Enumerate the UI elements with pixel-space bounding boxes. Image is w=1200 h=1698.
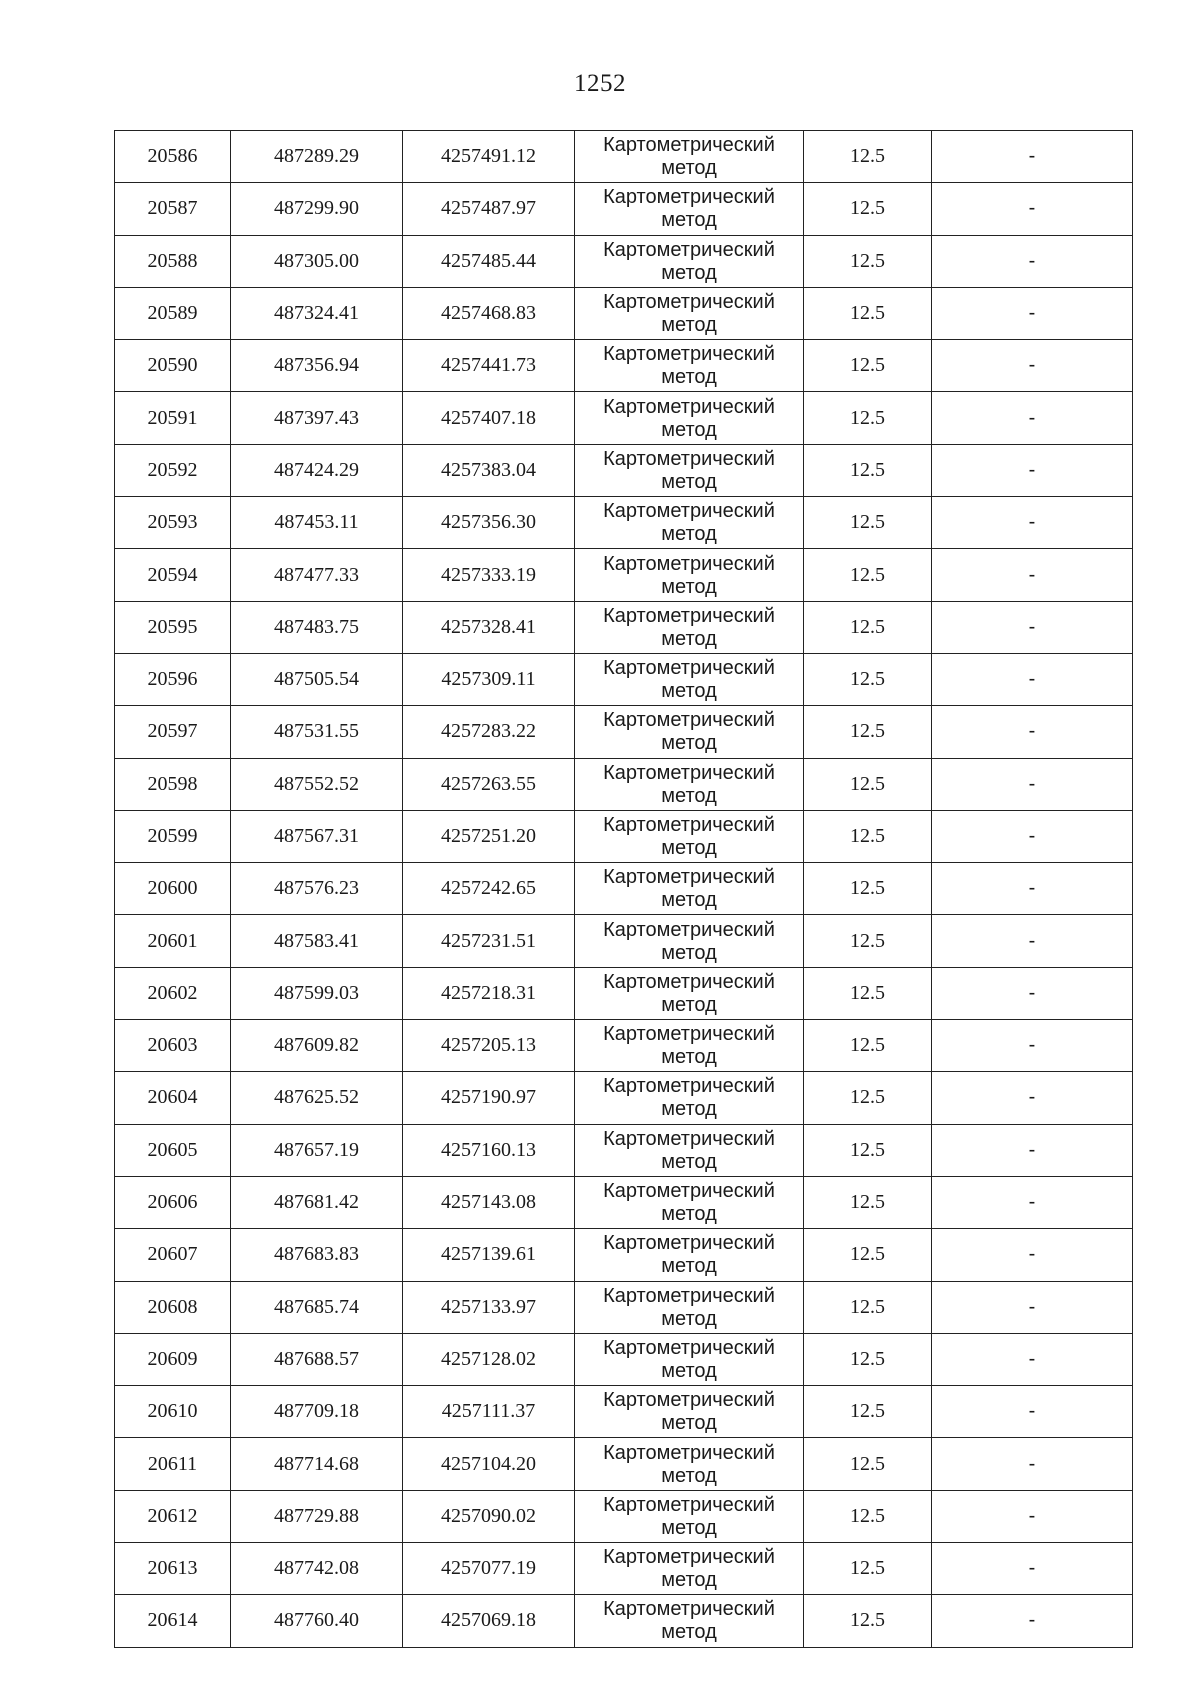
method-line-1: Картометрический [603, 657, 775, 680]
x-coordinate-cell: 487583.41 [231, 915, 403, 967]
point-number-cell: 20602 [115, 967, 231, 1019]
table-row [115, 758, 1133, 810]
y-coordinate-cell: 4257487.97 [403, 183, 575, 235]
accuracy-cell: 12.5 [804, 1543, 932, 1595]
accuracy-cell: 12.5 [804, 1490, 932, 1542]
table-row [115, 810, 1133, 862]
y-coordinate-cell: 4257263.55 [403, 758, 575, 810]
accuracy-cell: 12.5 [804, 863, 932, 915]
method-line-1: Картометрический [603, 1180, 775, 1203]
method-cell [575, 497, 804, 549]
point-number-cell: 20605 [115, 1124, 231, 1176]
point-number-cell: 20590 [115, 340, 231, 392]
method-line-2: метод [661, 575, 717, 598]
note-cell: - [932, 340, 1133, 392]
method-line-2: метод [661, 837, 717, 859]
method-line-1: Картометрический [603, 186, 775, 209]
y-coordinate-cell: 4257251.20 [403, 810, 575, 862]
point-number-cell: 20614 [115, 1595, 231, 1647]
method-line-1: Картометрический [603, 1336, 775, 1359]
note-cell: - [932, 235, 1133, 287]
method-cell [575, 706, 804, 758]
x-coordinate-cell: 487576.23 [231, 863, 403, 915]
x-coordinate-cell: 487729.88 [231, 1490, 403, 1542]
note-cell: - [932, 967, 1133, 1019]
method-line-2: метод [661, 366, 717, 389]
method-cell [575, 1229, 804, 1281]
method-cell [575, 183, 804, 235]
y-coordinate-cell: 4257139.61 [403, 1229, 575, 1281]
y-coordinate-cell: 4257077.19 [403, 1543, 575, 1595]
note-cell: - [932, 444, 1133, 496]
method-cell [575, 1072, 804, 1124]
method-line-2: метод [661, 784, 717, 807]
point-number-cell: 20604 [115, 1072, 231, 1124]
x-coordinate-cell: 487657.19 [231, 1124, 403, 1176]
note-cell: - [932, 1438, 1133, 1490]
method-line-2: метод [661, 470, 717, 493]
point-number-cell: 20587 [115, 183, 231, 235]
point-number-cell: 20606 [115, 1176, 231, 1228]
x-coordinate-cell: 487683.83 [231, 1229, 403, 1281]
method-cell [575, 915, 804, 967]
y-coordinate-cell: 4257328.41 [403, 601, 575, 653]
method-line-1: Картометрический [603, 918, 775, 941]
accuracy-cell: 12.5 [804, 967, 932, 1019]
x-coordinate-cell: 487305.00 [231, 235, 403, 287]
accuracy-cell: 12.5 [804, 444, 932, 496]
y-coordinate-cell: 4257441.73 [403, 340, 575, 392]
method-line-1: Картометрический [603, 238, 775, 261]
table-row [115, 444, 1133, 496]
method-line-2: метод [661, 1516, 717, 1539]
accuracy-cell: 12.5 [804, 131, 932, 183]
y-coordinate-cell: 4257242.65 [403, 863, 575, 915]
coordinates-table [114, 130, 1133, 1648]
method-line-2: метод [661, 1412, 717, 1435]
note-cell: - [932, 1281, 1133, 1333]
point-number-cell: 20613 [115, 1543, 231, 1595]
table-row [115, 183, 1133, 235]
y-coordinate-cell: 4257218.31 [403, 967, 575, 1019]
y-coordinate-cell: 4257111.37 [403, 1386, 575, 1438]
accuracy-cell: 12.5 [804, 340, 932, 392]
point-number-cell: 20600 [115, 863, 231, 915]
x-coordinate-cell: 487714.68 [231, 1438, 403, 1490]
table-row [115, 1543, 1133, 1595]
table-body [115, 131, 1133, 1648]
table-row [115, 1438, 1133, 1490]
point-number-cell: 20610 [115, 1386, 231, 1438]
x-coordinate-cell: 487483.75 [231, 601, 403, 653]
accuracy-cell: 12.5 [804, 1281, 932, 1333]
x-coordinate-cell: 487709.18 [231, 1386, 403, 1438]
table-row [115, 392, 1133, 444]
note-cell: - [932, 1595, 1133, 1647]
accuracy-cell: 12.5 [804, 810, 932, 862]
method-cell [575, 287, 804, 339]
method-line-1: Картометрический [603, 814, 775, 836]
method-cell [575, 1386, 804, 1438]
y-coordinate-cell: 4257485.44 [403, 235, 575, 287]
method-cell [575, 444, 804, 496]
note-cell: - [932, 758, 1133, 810]
note-cell: - [932, 706, 1133, 758]
table-row [115, 497, 1133, 549]
point-number-cell: 20588 [115, 235, 231, 287]
method-line-1: Картометрический [603, 1389, 775, 1412]
accuracy-cell: 12.5 [804, 1438, 932, 1490]
table-row [115, 706, 1133, 758]
accuracy-cell: 12.5 [804, 1124, 932, 1176]
method-line-2: метод [661, 1255, 717, 1278]
method-line-1: Картометрический [603, 1598, 775, 1621]
method-cell [575, 601, 804, 653]
note-cell: - [932, 392, 1133, 444]
table-row [115, 1124, 1133, 1176]
method-line-2: метод [661, 941, 717, 964]
x-coordinate-cell: 487397.43 [231, 392, 403, 444]
y-coordinate-cell: 4257190.97 [403, 1072, 575, 1124]
accuracy-cell: 12.5 [804, 1072, 932, 1124]
y-coordinate-cell: 4257069.18 [403, 1595, 575, 1647]
method-cell [575, 1333, 804, 1385]
point-number-cell: 20609 [115, 1333, 231, 1385]
accuracy-cell: 12.5 [804, 706, 932, 758]
note-cell: - [932, 131, 1133, 183]
accuracy-cell: 12.5 [804, 1020, 932, 1072]
accuracy-cell: 12.5 [804, 392, 932, 444]
y-coordinate-cell: 4257128.02 [403, 1333, 575, 1385]
x-coordinate-cell: 487477.33 [231, 549, 403, 601]
accuracy-cell: 12.5 [804, 653, 932, 705]
note-cell: - [932, 863, 1133, 915]
method-cell [575, 1124, 804, 1176]
method-line-2: метод [661, 1046, 717, 1069]
method-line-1: Картометрический [603, 1493, 775, 1516]
method-line-1: Картометрический [603, 604, 775, 627]
method-line-2: метод [661, 1307, 717, 1330]
method-line-1: Картометрический [603, 1546, 775, 1569]
x-coordinate-cell: 487289.29 [231, 131, 403, 183]
table-row [115, 1333, 1133, 1385]
point-number-cell: 20597 [115, 706, 231, 758]
method-line-1: Картометрический [603, 1284, 775, 1307]
table-row [115, 863, 1133, 915]
note-cell: - [932, 915, 1133, 967]
x-coordinate-cell: 487760.40 [231, 1595, 403, 1647]
x-coordinate-cell: 487324.41 [231, 287, 403, 339]
method-cell [575, 863, 804, 915]
table-row [115, 1490, 1133, 1542]
y-coordinate-cell: 4257356.30 [403, 497, 575, 549]
table-row [115, 131, 1133, 183]
table-row [115, 287, 1133, 339]
table-row [115, 235, 1133, 287]
method-cell [575, 1020, 804, 1072]
table-row [115, 653, 1133, 705]
method-line-1: Картометрический [603, 500, 775, 523]
point-number-cell: 20589 [115, 287, 231, 339]
y-coordinate-cell: 4257205.13 [403, 1020, 575, 1072]
method-cell [575, 1595, 804, 1647]
accuracy-cell: 12.5 [804, 1595, 932, 1647]
method-line-2: метод [661, 1621, 717, 1644]
point-number-cell: 20607 [115, 1229, 231, 1281]
note-cell: - [932, 810, 1133, 862]
note-cell: - [932, 1543, 1133, 1595]
accuracy-cell: 12.5 [804, 915, 932, 967]
x-coordinate-cell: 487688.57 [231, 1333, 403, 1385]
y-coordinate-cell: 4257309.11 [403, 653, 575, 705]
note-cell: - [932, 1072, 1133, 1124]
method-line-1: Картометрический [603, 1441, 775, 1464]
table-row [115, 1072, 1133, 1124]
method-cell [575, 1543, 804, 1595]
accuracy-cell: 12.5 [804, 1229, 932, 1281]
method-line-2: метод [661, 627, 717, 650]
point-number-cell: 20599 [115, 810, 231, 862]
method-line-2: метод [661, 157, 717, 180]
method-cell [575, 131, 804, 183]
method-line-2: метод [661, 1464, 717, 1487]
method-line-2: метод [661, 1150, 717, 1173]
note-cell: - [932, 1490, 1133, 1542]
y-coordinate-cell: 4257160.13 [403, 1124, 575, 1176]
point-number-cell: 20601 [115, 915, 231, 967]
method-cell [575, 1490, 804, 1542]
method-line-2: метод [661, 889, 717, 912]
table-row [115, 601, 1133, 653]
x-coordinate-cell: 487299.90 [231, 183, 403, 235]
accuracy-cell: 12.5 [804, 1176, 932, 1228]
x-coordinate-cell: 487599.03 [231, 967, 403, 1019]
method-line-2: метод [661, 209, 717, 232]
method-line-2: метод [661, 418, 717, 441]
method-line-2: метод [661, 993, 717, 1016]
method-cell [575, 340, 804, 392]
y-coordinate-cell: 4257104.20 [403, 1438, 575, 1490]
x-coordinate-cell: 487356.94 [231, 340, 403, 392]
x-coordinate-cell: 487681.42 [231, 1176, 403, 1228]
table-row [115, 1386, 1133, 1438]
x-coordinate-cell: 487742.08 [231, 1543, 403, 1595]
note-cell: - [932, 549, 1133, 601]
accuracy-cell: 12.5 [804, 601, 932, 653]
note-cell: - [932, 653, 1133, 705]
point-number-cell: 20593 [115, 497, 231, 549]
point-number-cell: 20594 [115, 549, 231, 601]
point-number-cell: 20595 [115, 601, 231, 653]
method-cell [575, 810, 804, 862]
accuracy-cell: 12.5 [804, 549, 932, 601]
method-line-1: Картометрический [603, 761, 775, 784]
accuracy-cell: 12.5 [804, 1386, 932, 1438]
method-cell [575, 1281, 804, 1333]
method-cell [575, 653, 804, 705]
method-cell [575, 758, 804, 810]
y-coordinate-cell: 4257231.51 [403, 915, 575, 967]
x-coordinate-cell: 487609.82 [231, 1020, 403, 1072]
note-cell: - [932, 1333, 1133, 1385]
method-line-2: метод [661, 680, 717, 703]
method-cell [575, 967, 804, 1019]
y-coordinate-cell: 4257491.12 [403, 131, 575, 183]
point-number-cell: 20586 [115, 131, 231, 183]
x-coordinate-cell: 487453.11 [231, 497, 403, 549]
method-line-1: Картометрический [603, 134, 775, 157]
point-number-cell: 20603 [115, 1020, 231, 1072]
y-coordinate-cell: 4257283.22 [403, 706, 575, 758]
method-line-2: метод [661, 1569, 717, 1592]
table-row [115, 1229, 1133, 1281]
note-cell: - [932, 1124, 1133, 1176]
accuracy-cell: 12.5 [804, 183, 932, 235]
point-number-cell: 20591 [115, 392, 231, 444]
method-line-1: Картометрический [603, 1023, 775, 1046]
y-coordinate-cell: 4257407.18 [403, 392, 575, 444]
method-line-1: Картометрический [603, 1075, 775, 1098]
method-line-2: метод [661, 732, 717, 755]
method-line-1: Картометрический [603, 709, 775, 732]
table-row [115, 967, 1133, 1019]
note-cell: - [932, 497, 1133, 549]
page-number: 1252 [574, 70, 626, 97]
method-cell [575, 392, 804, 444]
method-line-1: Картометрический [603, 552, 775, 575]
method-line-2: метод [661, 523, 717, 546]
y-coordinate-cell: 4257090.02 [403, 1490, 575, 1542]
method-line-1: Картометрический [603, 1232, 775, 1255]
accuracy-cell: 12.5 [804, 1333, 932, 1385]
y-coordinate-cell: 4257468.83 [403, 287, 575, 339]
accuracy-cell: 12.5 [804, 497, 932, 549]
table-row [115, 1595, 1133, 1647]
x-coordinate-cell: 487424.29 [231, 444, 403, 496]
point-number-cell: 20608 [115, 1281, 231, 1333]
method-line-1: Картометрический [603, 291, 775, 314]
note-cell: - [932, 601, 1133, 653]
y-coordinate-cell: 4257133.97 [403, 1281, 575, 1333]
note-cell: - [932, 1386, 1133, 1438]
x-coordinate-cell: 487552.52 [231, 758, 403, 810]
x-coordinate-cell: 487625.52 [231, 1072, 403, 1124]
method-line-1: Картометрический [603, 1127, 775, 1150]
method-line-2: метод [661, 1203, 717, 1226]
point-number-cell: 20596 [115, 653, 231, 705]
note-cell: - [932, 183, 1133, 235]
method-line-1: Картометрический [603, 447, 775, 470]
table-row [115, 1020, 1133, 1072]
method-cell [575, 1176, 804, 1228]
table-row [115, 1176, 1133, 1228]
note-cell: - [932, 1176, 1133, 1228]
table-row [115, 1281, 1133, 1333]
method-line-2: метод [661, 1359, 717, 1382]
accuracy-cell: 12.5 [804, 287, 932, 339]
note-cell: - [932, 287, 1133, 339]
method-line-1: Картометрический [603, 970, 775, 993]
y-coordinate-cell: 4257383.04 [403, 444, 575, 496]
note-cell: - [932, 1020, 1133, 1072]
table-row [115, 340, 1133, 392]
point-number-cell: 20598 [115, 758, 231, 810]
x-coordinate-cell: 487685.74 [231, 1281, 403, 1333]
y-coordinate-cell: 4257143.08 [403, 1176, 575, 1228]
method-line-2: метод [661, 314, 717, 337]
point-number-cell: 20592 [115, 444, 231, 496]
accuracy-cell: 12.5 [804, 758, 932, 810]
method-cell [575, 235, 804, 287]
method-line-1: Картометрический [603, 866, 775, 889]
point-number-cell: 20611 [115, 1438, 231, 1490]
method-line-2: метод [661, 261, 717, 284]
method-cell [575, 1438, 804, 1490]
method-line-2: метод [661, 1098, 717, 1121]
method-cell [575, 549, 804, 601]
table-row [115, 915, 1133, 967]
x-coordinate-cell: 487505.54 [231, 653, 403, 705]
y-coordinate-cell: 4257333.19 [403, 549, 575, 601]
x-coordinate-cell: 487567.31 [231, 810, 403, 862]
accuracy-cell: 12.5 [804, 235, 932, 287]
x-coordinate-cell: 487531.55 [231, 706, 403, 758]
method-line-1: Картометрический [603, 343, 775, 366]
table-row [115, 549, 1133, 601]
point-number-cell: 20612 [115, 1490, 231, 1542]
method-line-1: Картометрический [603, 395, 775, 418]
note-cell: - [932, 1229, 1133, 1281]
